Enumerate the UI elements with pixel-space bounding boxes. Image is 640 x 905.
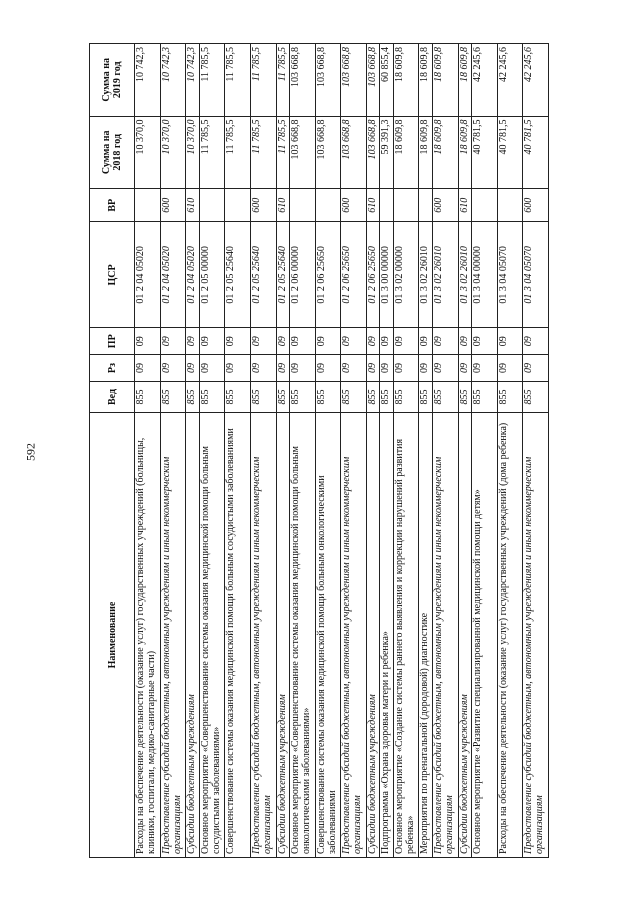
- cell-sum-2018: 18 609,8: [458, 116, 471, 188]
- cell-pr: 09: [276, 328, 289, 355]
- cell-sum-2019: 103 668,8: [290, 44, 316, 117]
- table-row: [199, 44, 225, 858]
- cell-vr: [393, 189, 419, 222]
- cell-sum-2018: 18 609,8: [419, 116, 432, 188]
- budget-table-container: [89, 43, 549, 858]
- cell-ved: 855: [393, 381, 419, 412]
- cell-vr: [380, 189, 393, 222]
- cell-rz: 09: [393, 355, 419, 382]
- header-name: Наименование: [90, 413, 135, 858]
- cell-rz: 09: [315, 355, 341, 382]
- cell-name: Предоставление субсидий бюджетным, автономным учреждениям и иным некоммерческим организациям: [251, 413, 277, 858]
- header-rz: Рз: [90, 355, 135, 382]
- table-row: [315, 44, 341, 858]
- cell-csr: 01 2 05 25640: [225, 222, 251, 328]
- header-vr: ВР: [90, 189, 135, 222]
- cell-vr: [290, 189, 316, 222]
- cell-name: Основное мероприятие «Развитие специализированной медицинской помощи детям»: [471, 413, 497, 858]
- cell-sum-2018: 11 785,5: [251, 116, 277, 188]
- cell-rz: 09: [458, 355, 471, 382]
- table-row: [186, 44, 199, 858]
- cell-ved: 855: [432, 381, 458, 412]
- cell-pr: 09: [432, 328, 458, 355]
- cell-vr: 610: [186, 189, 199, 222]
- table-row: [380, 44, 393, 858]
- cell-sum-2018: 103 668,8: [341, 116, 367, 188]
- cell-sum-2018: 103 668,8: [367, 116, 380, 188]
- cell-pr: 09: [393, 328, 419, 355]
- cell-csr: 01 3 00 00000: [380, 222, 393, 328]
- cell-ved: 855: [341, 381, 367, 412]
- cell-sum-2019: 18 609,8: [458, 44, 471, 117]
- cell-vr: 610: [458, 189, 471, 222]
- cell-sum-2019: 103 668,8: [341, 44, 367, 117]
- cell-ved: 855: [135, 381, 161, 412]
- cell-ved: 855: [497, 381, 523, 412]
- cell-name: Субсидии бюджетным учреждениям: [367, 413, 380, 858]
- cell-pr: 09: [419, 328, 432, 355]
- cell-name: Расходы на обеспечение деятельности (оказание услуг) государственных учреждений (больницы, клиники, госпитали, медико-санитарные части): [135, 413, 161, 858]
- cell-ved: 855: [471, 381, 497, 412]
- cell-rz: 09: [380, 355, 393, 382]
- table-row: [276, 44, 289, 858]
- cell-rz: 09: [290, 355, 316, 382]
- cell-vr: 600: [432, 189, 458, 222]
- table-row: [458, 44, 471, 858]
- table-row: [251, 44, 277, 858]
- cell-rz: 09: [160, 355, 186, 382]
- cell-sum-2019: 11 785,5: [199, 44, 225, 117]
- cell-sum-2018: 40 781,5: [497, 116, 523, 188]
- cell-csr: 01 3 04 05070: [497, 222, 523, 328]
- cell-pr: 09: [523, 328, 549, 355]
- cell-csr: 01 3 02 00000: [393, 222, 419, 328]
- cell-pr: 09: [458, 328, 471, 355]
- cell-rz: 09: [367, 355, 380, 382]
- cell-ved: 855: [276, 381, 289, 412]
- cell-sum-2019: 42 245,6: [523, 44, 549, 117]
- table-row: [135, 44, 161, 858]
- header-sum-2019: Сумма на 2019 год: [90, 44, 135, 117]
- cell-rz: 09: [251, 355, 277, 382]
- cell-vr: 600: [341, 189, 367, 222]
- cell-csr: 01 2 06 25650: [367, 222, 380, 328]
- cell-name: Предоставление субсидий бюджетным, автономным учреждениям и иным некоммерческим организациям: [523, 413, 549, 858]
- cell-sum-2018: 59 391,3: [380, 116, 393, 188]
- cell-ved: 855: [315, 381, 341, 412]
- cell-sum-2018: 11 785,5: [225, 116, 251, 188]
- cell-name: Субсидии бюджетным учреждениям: [458, 413, 471, 858]
- cell-csr: 01 2 05 25640: [251, 222, 277, 328]
- cell-sum-2019: 10 742,3: [186, 44, 199, 117]
- cell-sum-2018: 10 370,0: [135, 116, 161, 188]
- cell-pr: 09: [315, 328, 341, 355]
- table-row: [160, 44, 186, 858]
- cell-name: Совершенствование системы оказания медицинской помощи больным сосудистыми заболеваниями: [225, 413, 251, 858]
- cell-sum-2018: 11 785,5: [199, 116, 225, 188]
- cell-ved: 855: [380, 381, 393, 412]
- cell-vr: [471, 189, 497, 222]
- cell-vr: 610: [367, 189, 380, 222]
- table-row: [393, 44, 419, 858]
- cell-csr: 01 3 02 26010: [458, 222, 471, 328]
- cell-name: Основное мероприятие «Создание системы раннего выявления и коррекции нарушений развития ребенка»: [393, 413, 419, 858]
- cell-sum-2019: 42 245,6: [471, 44, 497, 117]
- cell-pr: 09: [471, 328, 497, 355]
- cell-ved: 855: [290, 381, 316, 412]
- cell-ved: 855: [160, 381, 186, 412]
- table-row: [341, 44, 367, 858]
- cell-pr: 09: [341, 328, 367, 355]
- cell-name: Совершенствование системы оказания медицинской помощи больным онкологическими заболеваниями: [315, 413, 341, 858]
- table-row: [523, 44, 549, 858]
- cell-sum-2019: 103 668,8: [315, 44, 341, 117]
- cell-vr: [315, 189, 341, 222]
- table-row: [225, 44, 251, 858]
- cell-sum-2019: 10 742,3: [160, 44, 186, 117]
- cell-rz: 09: [341, 355, 367, 382]
- cell-csr: 01 3 04 00000: [471, 222, 497, 328]
- cell-pr: 09: [497, 328, 523, 355]
- cell-sum-2018: 103 668,8: [315, 116, 341, 188]
- cell-pr: 09: [380, 328, 393, 355]
- header-csr: ЦСР: [90, 222, 135, 328]
- cell-sum-2019: 42 245,6: [497, 44, 523, 117]
- header-sum-2018: Сумма на 2018 год: [90, 116, 135, 188]
- page-number: 592: [23, 443, 38, 461]
- cell-pr: 09: [135, 328, 161, 355]
- cell-rz: 09: [497, 355, 523, 382]
- cell-vr: 600: [160, 189, 186, 222]
- table-row: [419, 44, 432, 858]
- cell-pr: 09: [199, 328, 225, 355]
- cell-name: Предоставление субсидий бюджетным, автономным учреждениям и иным некоммерческим организациям: [341, 413, 367, 858]
- table-header-row: [90, 44, 135, 858]
- cell-sum-2019: 11 785,5: [251, 44, 277, 117]
- cell-rz: 09: [276, 355, 289, 382]
- cell-name: Подпрограмма «Охрана здоровья матери и ребенка»: [380, 413, 393, 858]
- cell-sum-2019: 60 855,4: [380, 44, 393, 117]
- table-row: [497, 44, 523, 858]
- cell-name: Предоставление субсидий бюджетным, автономным учреждениям и иным некоммерческим организациям: [432, 413, 458, 858]
- cell-vr: [135, 189, 161, 222]
- cell-name: Основное мероприятие «Совершенствование системы оказания медицинской помощи больным онкологическими заболеваниями»: [290, 413, 316, 858]
- cell-ved: 855: [199, 381, 225, 412]
- cell-rz: 09: [432, 355, 458, 382]
- cell-rz: 09: [135, 355, 161, 382]
- cell-name: Расходы на обеспечение деятельности (оказание услуг) государственных учреждений (дома ребенка): [497, 413, 523, 858]
- cell-ved: 855: [186, 381, 199, 412]
- cell-csr: 01 2 06 25650: [341, 222, 367, 328]
- cell-ved: 855: [225, 381, 251, 412]
- cell-sum-2018: 40 781,5: [523, 116, 549, 188]
- cell-name: Субсидии бюджетным учреждениям: [276, 413, 289, 858]
- cell-name: Основное мероприятие «Совершенствование системы оказания медицинской помощи больным сосудистыми заболеваниями»: [199, 413, 225, 858]
- cell-pr: 09: [160, 328, 186, 355]
- cell-vr: [497, 189, 523, 222]
- cell-pr: 09: [225, 328, 251, 355]
- cell-ved: 855: [458, 381, 471, 412]
- cell-vr: 600: [523, 189, 549, 222]
- cell-sum-2019: 18 609,8: [419, 44, 432, 117]
- cell-sum-2018: 103 668,8: [290, 116, 316, 188]
- cell-sum-2018: 18 609,8: [432, 116, 458, 188]
- cell-rz: 09: [199, 355, 225, 382]
- cell-sum-2019: 10 742,3: [135, 44, 161, 117]
- cell-ved: 855: [251, 381, 277, 412]
- cell-sum-2018: 10 370,0: [186, 116, 199, 188]
- cell-rz: 09: [419, 355, 432, 382]
- cell-csr: 01 2 05 25640: [276, 222, 289, 328]
- cell-rz: 09: [225, 355, 251, 382]
- cell-sum-2018: 11 785,5: [276, 116, 289, 188]
- cell-sum-2019: 18 609,8: [393, 44, 419, 117]
- cell-sum-2019: 11 785,5: [276, 44, 289, 117]
- cell-csr: 01 2 05 00000: [199, 222, 225, 328]
- cell-sum-2018: 10 370,0: [160, 116, 186, 188]
- cell-csr: 01 2 06 00000: [290, 222, 316, 328]
- cell-csr: 01 2 04 05020: [186, 222, 199, 328]
- header-pr: ПР: [90, 328, 135, 355]
- cell-csr: 01 3 02 26010: [432, 222, 458, 328]
- cell-sum-2019: 103 668,8: [367, 44, 380, 117]
- cell-rz: 09: [471, 355, 497, 382]
- cell-pr: 09: [367, 328, 380, 355]
- cell-csr: 01 2 06 25650: [315, 222, 341, 328]
- cell-pr: 09: [251, 328, 277, 355]
- cell-vr: [419, 189, 432, 222]
- table-row: [432, 44, 458, 858]
- table-row: [290, 44, 316, 858]
- cell-ved: 855: [419, 381, 432, 412]
- cell-vr: [199, 189, 225, 222]
- cell-rz: 09: [186, 355, 199, 382]
- cell-csr: 01 3 02 26010: [419, 222, 432, 328]
- budget-table: [89, 43, 549, 858]
- cell-csr: 01 3 04 05070: [523, 222, 549, 328]
- table-row: [471, 44, 497, 858]
- cell-rz: 09: [523, 355, 549, 382]
- header-ved: Вед: [90, 381, 135, 412]
- cell-sum-2018: 18 609,8: [393, 116, 419, 188]
- cell-vr: 610: [276, 189, 289, 222]
- cell-csr: 01 2 04 05020: [135, 222, 161, 328]
- table-body: [135, 44, 549, 858]
- cell-pr: 09: [290, 328, 316, 355]
- cell-vr: 600: [251, 189, 277, 222]
- cell-vr: [225, 189, 251, 222]
- cell-csr: 01 2 04 05020: [160, 222, 186, 328]
- cell-sum-2019: 11 785,5: [225, 44, 251, 117]
- cell-sum-2018: 40 781,5: [471, 116, 497, 188]
- cell-name: Субсидии бюджетным учреждениям: [186, 413, 199, 858]
- table-row: [367, 44, 380, 858]
- cell-pr: 09: [186, 328, 199, 355]
- cell-ved: 855: [523, 381, 549, 412]
- cell-name: Предоставление субсидий бюджетным, автономным учреждениям и иным некоммерческим организациям: [160, 413, 186, 858]
- cell-name: Мероприятия по пренатальной (дородовой) диагностике: [419, 413, 432, 858]
- cell-sum-2019: 18 609,8: [432, 44, 458, 117]
- cell-ved: 855: [367, 381, 380, 412]
